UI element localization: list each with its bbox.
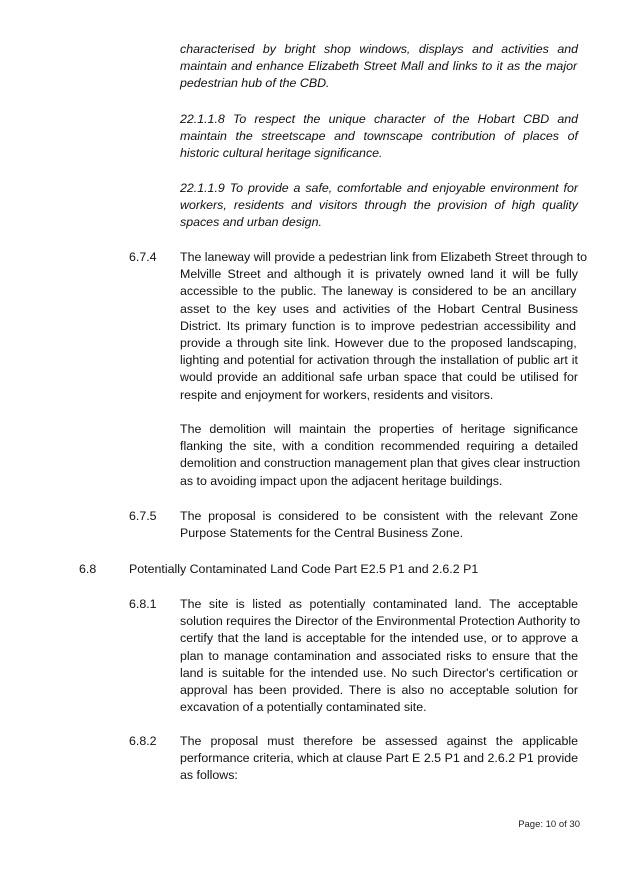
section-681-paragraph: The site is listed as potentially contaminated land. The acceptable solution requires the Director of the Environmental Protection Authority to certify that the land is acceptable for the intended use, or to approve a plan to manage contamination and associated risks to ensure that the land is suitable for the intended use. No such Director's certification or approval has been provided. There is also no acceptable solution for excavation of a potentially contaminated site. (180, 597, 581, 715)
section-number-674: 6.7.4 (129, 250, 157, 264)
quote-objective-22119: 22.1.1.9 To provide a safe, comfortable and enjoyable environment for workers, residents and visitors through the provision of high quality spaces and urban design. (180, 181, 578, 230)
section-number-682: 6.8.2 (129, 734, 157, 748)
section-number-68: 6.8 (79, 562, 97, 576)
section-number-681: 6.8.1 (129, 597, 157, 611)
section-682-paragraph: The proposal must therefore be assessed against the applicable performance criteria, which at clause Part E 2.5 P1 and 2.6.2 P1 provide as follows: (180, 734, 578, 783)
quote-objective-22118: 22.1.1.8 To respect the unique character of the Hobart CBD and maintain the streetscape and townscape contribution of places of historic cultural heritage significance. (180, 112, 578, 161)
section-number-675: 6.7.5 (129, 509, 157, 523)
section-675-paragraph: The proposal is considered to be consistent with the relevant Zone Purpose Statements for the Central Business Zone. (180, 509, 578, 541)
section-68-heading: Potentially Contaminated Land Code Part E2.5 P1 and 2.6.2 P1 (129, 562, 479, 576)
page-number-footer: Page: 10 of 30 (518, 819, 580, 830)
section-674-paragraph-2: The demolition will maintain the properties of heritage significance flanking the site, with a condition recommended requiring a detailed demolition and construction management plan that gives clear instruction as to avoiding impact upon the adjacent heritage buildings. (180, 422, 581, 488)
quote-objective-cont: characterised by bright shop windows, displays and activities and maintain and enhance Elizabeth Street Mall and links to it as the major pedestrian hub of the CBD. (180, 42, 578, 91)
section-674-paragraph-1: The laneway will provide a pedestrian link from Elizabeth Street through to Melville Street and although it is privately owned land it will be fully accessible to the public. The laneway is considered to be an ancillary asset to the key uses and activities of the Hobart Central Business District. Its primary function is to improve pedestrian accessibility and provide a through site link. However due to the proposed landscaping, lighting and potential for activation through the installation of public art it would provide an additional safe urban space that could be utilised for respite and enjoyment for workers, residents and visitors. (180, 250, 588, 402)
